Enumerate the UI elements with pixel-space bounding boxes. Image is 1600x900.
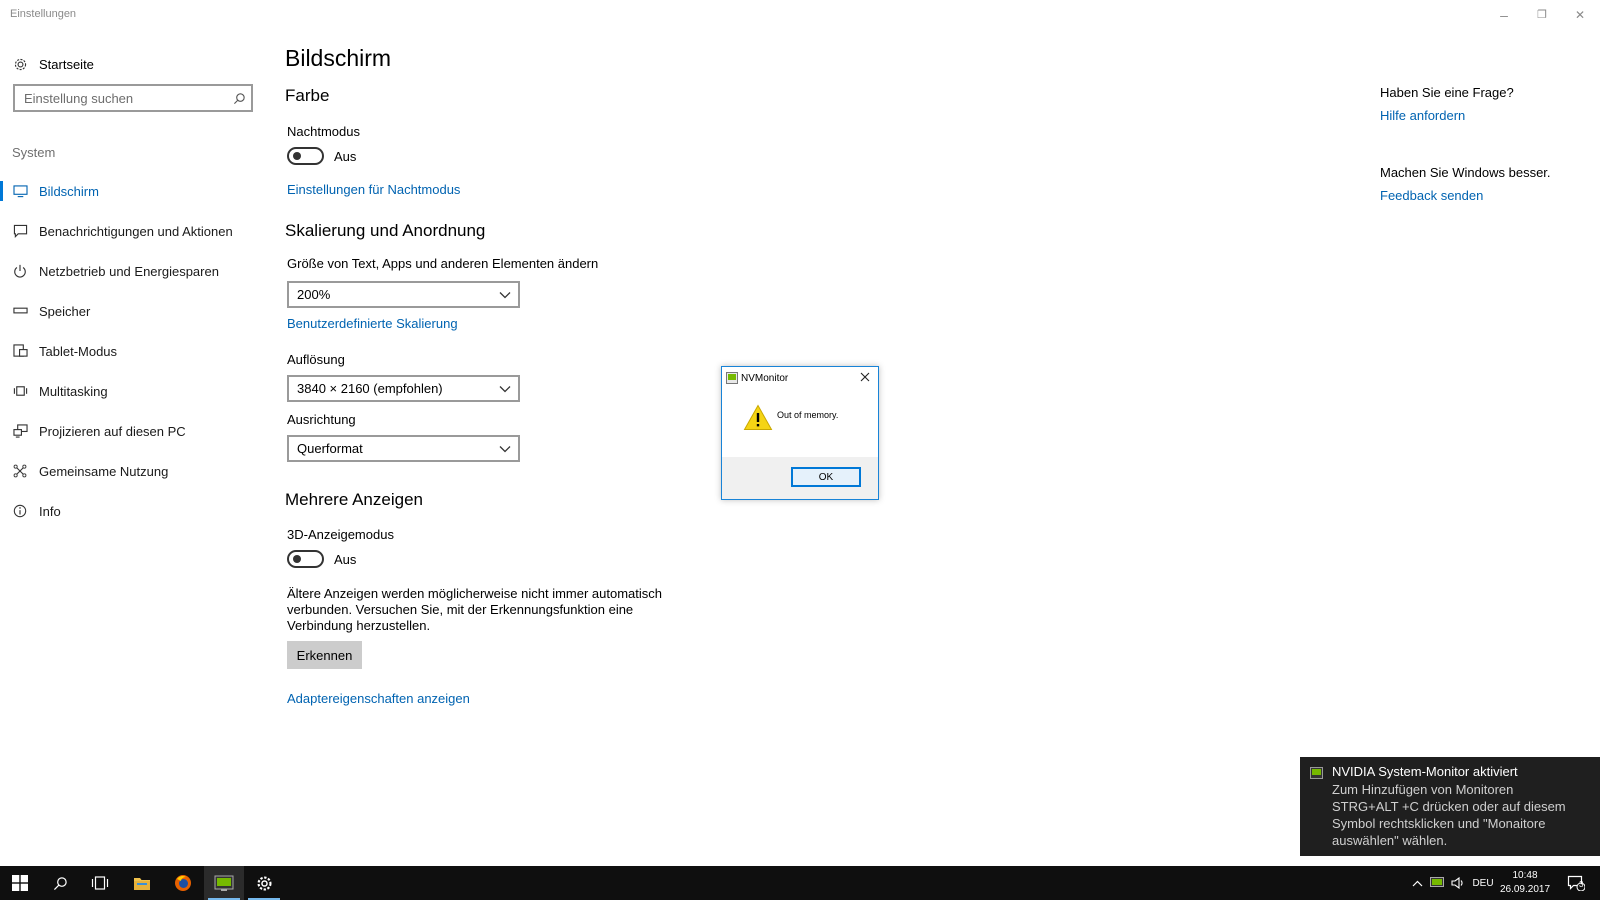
nvidia-app-icon — [726, 372, 738, 384]
night-mode-label: Nachtmodus — [287, 124, 360, 139]
search-placeholder: Einstellung suchen — [24, 90, 134, 106]
size-label: Größe von Text, Apps und anderen Elementen ändern — [287, 256, 599, 271]
help-question: Haben Sie eine Frage? — [1380, 85, 1514, 100]
3d-mode-label: 3D-Anzeigemodus — [287, 527, 394, 542]
share-icon — [12, 463, 28, 479]
toggle-switch[interactable] — [287, 147, 324, 165]
gear-icon — [12, 56, 28, 72]
dialog-title-bar — [726, 370, 788, 386]
detect-button[interactable]: Erkennen — [287, 641, 362, 669]
search-input[interactable] — [13, 84, 253, 112]
title-bar — [0, 0, 1600, 30]
task-view-icon[interactable] — [80, 866, 120, 900]
heading-farbe: Farbe — [285, 86, 330, 105]
sidebar-item-label: Multitasking — [39, 383, 108, 399]
chevron-down-icon — [492, 445, 518, 453]
sidebar-item-label: Benachrichtigungen und Aktionen — [39, 223, 233, 239]
improve-text: Machen Sie Windows besser. — [1380, 165, 1551, 180]
help-link[interactable]: Hilfe anfordern — [1380, 108, 1466, 123]
notification-count: 3 — [1579, 880, 1584, 889]
detect-description: Ältere Anzeigen werden möglicherweise nicht immer automatisch verbunden. Versuchen Sie, mit der Erkennungsfunktion eine Verbindung herzustellen. — [287, 586, 663, 633]
orientation-value: Querformat — [297, 441, 363, 456]
scale-value: 200% — [297, 287, 331, 302]
power-icon — [12, 263, 28, 279]
page-title: Bildschirm — [285, 45, 392, 71]
adapter-properties-link[interactable]: Adaptereigenschaften anzeigen — [287, 691, 470, 706]
dialog-title: NVMonitor — [741, 372, 789, 384]
nvidia-icon — [1310, 767, 1323, 779]
home-label: Startseite — [39, 56, 94, 72]
sidebar-item-gemeinsame-nutzung[interactable] — [0, 451, 262, 491]
orientation-dropdown[interactable] — [287, 435, 520, 462]
dialog-footer — [722, 457, 878, 499]
windows-logo-icon — [12, 875, 28, 891]
orientation-label: Ausrichtung — [287, 412, 356, 427]
window-title: Einstellungen — [10, 8, 77, 20]
sidebar-item-benachrichtigungen[interactable] — [0, 211, 262, 251]
multitasking-icon — [12, 383, 28, 399]
file-explorer-icon[interactable] — [122, 866, 162, 900]
night-mode-toggle[interactable] — [287, 146, 356, 166]
error-dialog — [721, 366, 879, 500]
storage-icon — [12, 303, 28, 319]
sidebar-item-label: Info — [39, 503, 61, 519]
sidebar-item-label: Gemeinsame Nutzung — [39, 463, 169, 479]
project-icon — [12, 423, 28, 439]
night-mode-state: Aus — [334, 148, 357, 164]
custom-scaling-link[interactable]: Benutzerdefinierte Skalierung — [287, 316, 458, 331]
sidebar-item-label: Bildschirm — [39, 183, 99, 199]
toast-body: Zum Hinzufügen von Monitoren STRG+ALT +C drücken oder auf diesem Symbol rechtsklicken und "Monaitore auswählen" wählen. — [1332, 782, 1566, 848]
clock-date: 26.09.2017 — [1499, 884, 1551, 895]
heading-mehrere-anzeigen: Mehrere Anzeigen — [285, 490, 423, 509]
sidebar-item-multitasking[interactable] — [0, 371, 262, 411]
resolution-label: Auflösung — [287, 352, 345, 367]
monitor-icon — [12, 183, 28, 199]
language-label: DEU — [1472, 877, 1494, 889]
close-button[interactable]: ✕ — [1574, 8, 1586, 22]
sidebar-nav — [0, 171, 262, 531]
settings-taskbar-icon[interactable] — [244, 866, 284, 900]
volume-icon[interactable] — [1448, 866, 1468, 900]
chevron-up-icon[interactable] — [1408, 866, 1426, 900]
toggle-knob — [293, 152, 301, 160]
sidebar-item-speicher[interactable] — [0, 291, 262, 331]
sidebar-item-tablet-modus[interactable] — [0, 331, 262, 371]
clock[interactable] — [1490, 869, 1560, 897]
nvidia-tray-icon[interactable] — [1428, 866, 1446, 900]
warning-icon — [743, 404, 773, 434]
scale-dropdown[interactable] — [287, 281, 520, 308]
firefox-icon[interactable] — [163, 866, 203, 900]
dialog-body — [722, 389, 878, 457]
dialog-message: Out of memory. — [777, 410, 839, 420]
sidebar-item-label: Netzbetrieb und Energiesparen — [39, 263, 219, 279]
tablet-icon — [12, 343, 28, 359]
toggle-knob — [293, 555, 301, 563]
sidebar-item-bildschirm[interactable] — [0, 171, 262, 211]
sidebar-item-label: Tablet-Modus — [39, 343, 118, 359]
action-center-icon[interactable] — [1560, 866, 1592, 900]
clock-time: 10:48 — [1512, 870, 1538, 881]
message-icon — [12, 223, 28, 239]
taskbar — [0, 866, 1600, 900]
3d-mode-toggle[interactable] — [287, 549, 356, 569]
sidebar-item-label: Speicher — [39, 303, 91, 319]
sidebar — [0, 30, 262, 866]
section-label-system: System — [12, 145, 56, 160]
chevron-down-icon — [492, 291, 518, 299]
search-icon[interactable] — [227, 86, 251, 110]
resolution-value: 3840 × 2160 (empfohlen) — [297, 381, 443, 396]
dialog-close-icon[interactable] — [858, 369, 872, 385]
3d-mode-state: Aus — [334, 551, 357, 567]
start-button[interactable] — [0, 866, 40, 900]
nvidia-monitor-taskbar-icon[interactable] — [204, 866, 244, 900]
restore-button[interactable]: ❐ — [1537, 9, 1547, 21]
chevron-down-icon — [492, 385, 518, 393]
taskbar-search-icon[interactable] — [40, 866, 80, 900]
sidebar-item-netzbetrieb[interactable] — [0, 251, 262, 291]
heading-skalierung: Skalierung und Anordnung — [285, 221, 486, 240]
sidebar-item-projizieren[interactable] — [0, 411, 262, 451]
sidebar-item-info[interactable] — [0, 491, 262, 531]
home-link[interactable] — [12, 52, 94, 76]
resolution-dropdown[interactable] — [287, 375, 520, 402]
minimize-button[interactable]: – — [1500, 7, 1508, 23]
toggle-switch[interactable] — [287, 550, 324, 568]
toast-title: NVIDIA System-Monitor aktiviert — [1332, 764, 1518, 779]
ok-button[interactable]: OK — [791, 467, 861, 487]
feedback-link[interactable]: Feedback senden — [1380, 188, 1484, 203]
sidebar-item-label: Projizieren auf diesen PC — [39, 423, 186, 439]
info-icon — [12, 503, 28, 519]
night-mode-settings-link[interactable]: Einstellungen für Nachtmodus — [287, 182, 461, 197]
toast-notification[interactable] — [1300, 757, 1600, 856]
